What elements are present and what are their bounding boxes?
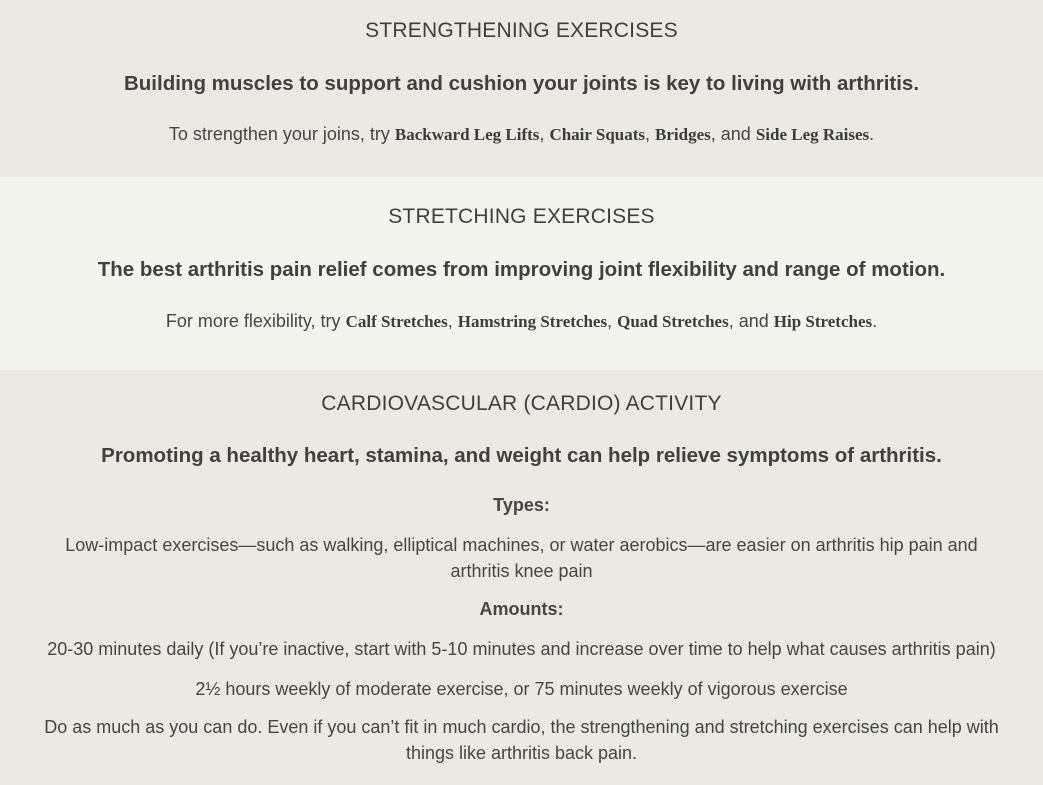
link-quad-stretches[interactable]: Quad Stretches [617,312,729,331]
cardio-subtitle: Promoting a healthy heart, stamina, and weight can help relieve symptoms of arthritis. [101,444,942,467]
link-chair-squats[interactable]: Chair Squats [549,125,646,144]
link-hip-stretches[interactable]: Hip Stretches [773,312,873,331]
amount-advice-line-1: Do as much as you can do. Even if you can’t fit in much cardio, the strengthening and stretching exercises can help with [44,717,999,737]
strengthening-subtitle: Building muscles to support and cushion your joints is key to living with arthritis. [123,72,920,95]
separator: , and [728,311,774,331]
period: . [872,311,878,331]
link-hamstring-stretches[interactable]: Hamstring Stretches [457,312,608,331]
strengthening-text [0,121,1043,148]
cardio-title: CARDIOVASCULAR (CARDIO) ACTIVITY [321,392,722,415]
cardio-section [0,370,1043,785]
link-calf-stretches[interactable]: Calf Stretches [345,312,448,331]
amounts-label: Amounts: [479,599,564,619]
strengthening-title: STRENGTHENING EXERCISES [365,19,678,42]
stretching-subtitle: The best arthritis pain relief comes from improving joint flexibility and range of motion. [97,258,946,281]
separator: , [645,124,656,144]
separator: , [607,311,618,331]
types-label: Types: [493,495,550,515]
strengthening-section [0,0,1043,177]
stretching-section [0,177,1043,370]
period: . [869,124,875,144]
types-line-1: Low-impact exercises—such as walking, elliptical machines, or water aerobics—are easier on arthritis hip pain and [65,535,978,555]
separator: , [539,124,550,144]
link-bridges[interactable]: Bridges [655,125,711,144]
stretching-intro: For more flexibility, try [165,311,346,331]
stretching-text [0,308,1043,335]
amount-daily: 20-30 minutes daily (If you’re inactive, start with 5-10 minutes and increase over time to help what causes arthritis pain) [47,639,996,659]
link-backward-leg-lifts[interactable]: Backward Leg Lifts [394,125,540,144]
separator: , [447,311,458,331]
amount-weekly: 2½ hours weekly of moderate exercise, or 75 minutes weekly of vigorous exercise [195,679,848,699]
link-side-leg-raises[interactable]: Side Leg Raises [755,125,870,144]
separator: , and [710,124,756,144]
types-line-2: arthritis knee pain [450,561,593,581]
amount-advice-line-2: things like arthritis back pain. [405,743,638,763]
stretching-title: STRETCHING EXERCISES [388,205,655,228]
strengthening-intro: To strengthen your joins, try [168,124,395,144]
